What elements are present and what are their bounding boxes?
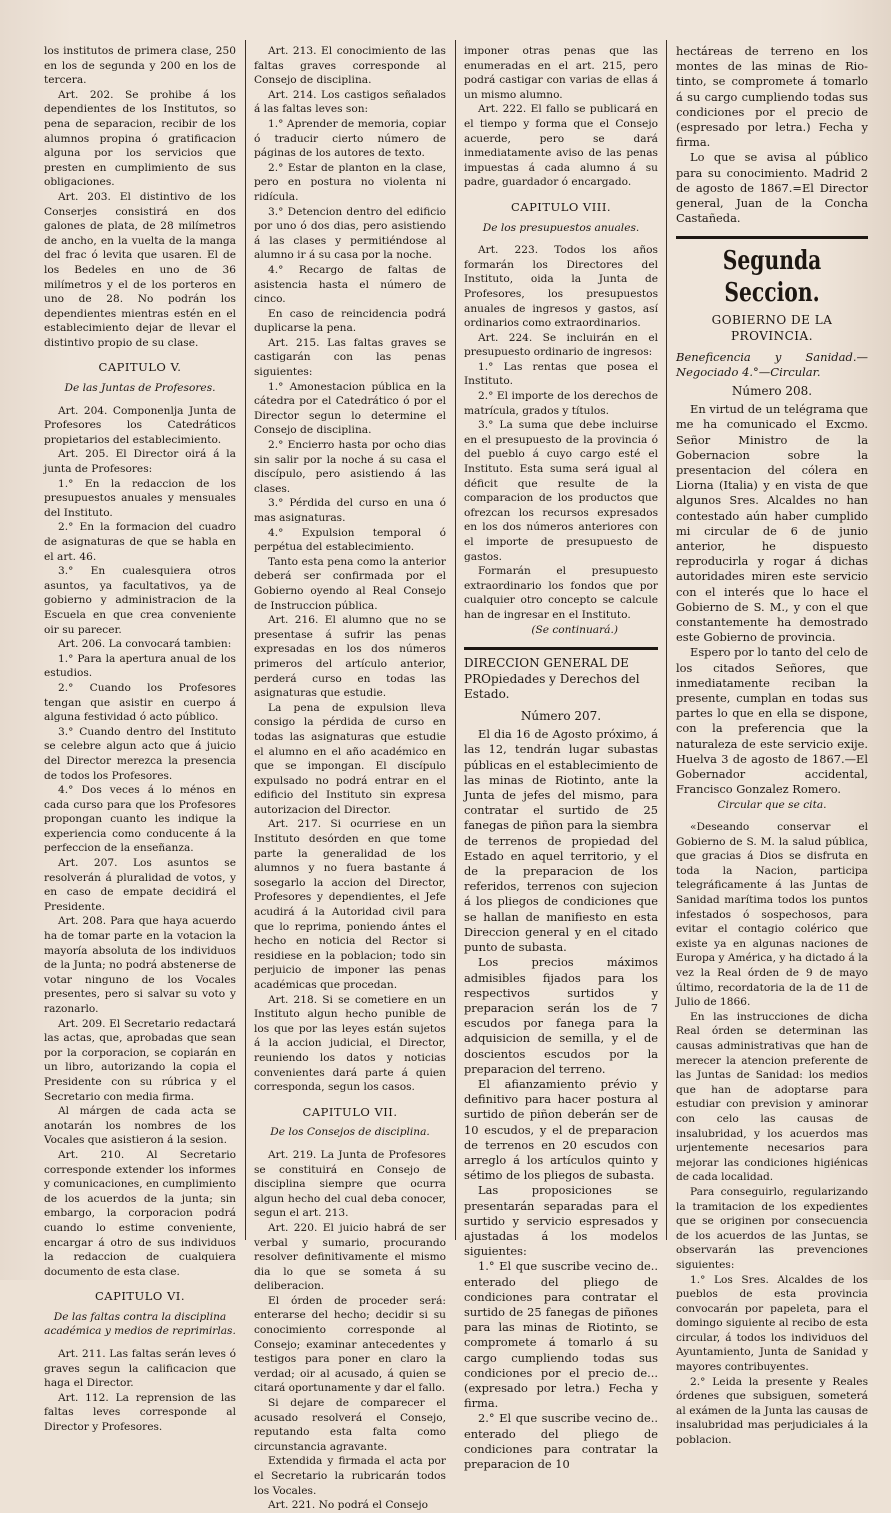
paragraph: hectáreas de terreno en los montes de las minas de Rio-tinto, se compromete á tomarlo á su cargo cumpliendo todas sus condiciones por el precio de (espresado por letra.) Fecha y firma. [676,44,868,150]
column-divider [455,40,456,1240]
paragraph: Extendida y firmada el acta por el Secretario la rubricarán todos los Vocales. [254,1455,446,1497]
paragraph: 2.° Leida la presente y Reales órdenes que subsiguen, someterá al exámen de la Junta las causas de insalubridad mas perjudiciales á la poblacion. [676,1375,868,1447]
paragraph: Art. 207. Los asuntos se resolverán á pluralidad de votos, y en caso de empate decidirá el Presidente. [44,857,236,913]
paragraph: 1.° Los Sres. Alcaldes de los pueblos de esta provincia convocarán por papeleta, para el domingo siguiente al recibo de esta circular, á todos los individuos del Ayuntamiento, Junta de Sanidad y mayores contribuyentes. [676,1273,868,1374]
paragraph: Si dejare de comparecer el acusado resolverá el Consejo, reputando esta falta como circunstancia agravante. [254,1397,446,1453]
paragraph: 2.° Estar de planton en la clase, pero en postura no violenta ni ridícula. [254,161,446,203]
paragraph: Art. 224. Se incluirán en el presupuesto ordinario de ingresos: [464,331,658,359]
paragraph: 2.° El importe de los derechos de matrícula, grados y títulos. [464,390,658,417]
paragraph: 3.° La suma que debe incluirse en el presupuesto de la provincia ó del pueblo á cuyo cargo esté el Instituto. Esta suma será igual al déficit que resulte de la comparacion de los productos que ofrezcan los recursos expresados en los dos números anteriores con el importe de presupuesto de gastos. [464,419,658,563]
paragraph: 1.° En la redaccion de los presupuestos anuales y mensuales del Instituto. [44,477,236,519]
department-heading: DIRECCION GENERAL DE PROpiedades y Derechos del Estado. [464,656,640,702]
section-title: Segunda Seccion. [722,246,822,309]
paragraph: imponer otras penas que las enumeradas en el art. 215, pero podrá castigar con varias de ellas á un mismo alumno. [464,45,658,101]
paragraph: 2.° En la formacion del cuadro de asignaturas de que se habla en el art. 46. [44,521,236,563]
government-heading: GOBIERNO DE LA PROVINCIA. [711,313,833,343]
paragraph: 1.° Amonestacion pública en la cátedra por el Catedrático ó por el Director segun lo determine el Consejo de disciplina. [254,380,446,437]
paragraph: En virtud de un telégrama que me ha comunicado el Excmo. Señor Ministro de la Gobernacion sobre la presentacion del cólera en Liorna (Italia) y en vista de que algunos Sres. Alcaldes no han contestado aún haber cumplido mi circular de 6 de junio anterior, he dispuesto reproducirla y rogar á dichas autoridades miren este servicio con el interés que lo hace el Gobierno de S. M., y con el que constantemente ha demostrado este Gobierno de provincia. [676,402,868,645]
paragraph: 4.° Recargo de faltas de asistencia hasta el número de cinco. [254,263,446,306]
section-subtitle: De los presupuestos anuales. [482,221,640,234]
paragraph: 2.° Cuando los Profesores tengan que asistir en cuerpo á alguna festividad ó acto público. [44,681,236,724]
column-divider [245,40,246,1240]
chapter-heading: CAPITULO V. [98,360,182,375]
notice-number: Número 208. [731,383,813,398]
paragraph: Art. 222. El fallo se publicará en el tiempo y forma que el Consejo acuerde, pero se dará inmediatamente aviso de las penas impuestas á cada alumno á su padre, guardador ó encargado. [464,103,658,189]
paragraph: 4.° Dos veces á lo ménos en cada curso para que los Profesores propongan cuanto les indique la experiencia como conducente á la perfeccion de la enseñanza. [44,784,236,855]
paragraph: 3.° Pérdida del curso en una ó mas asignaturas. [254,497,446,524]
section-rule [464,647,658,650]
paragraph: Para conseguirlo, regularizando la tramitacion de los expedientes que se originen por consecuencia de los acuerdos de las Juntas, se observarán las prevenciones siguientes: [676,1185,868,1271]
column-1 [44,44,236,1434]
paragraph: Los precios máximos admisibles fijados para los respectivos surtidos y preparacion serán los de 7 escudos por fanega para la adquisicion de semilla, y el de doscientos escudos por la preparacion del terreno. [464,955,658,1076]
section-subtitle: Circular que se cita. [717,798,827,811]
paragraph: 2.° El que suscribe vecino de.. enterado del pliego de condiciones para contratar la preparacion de 10 [464,1411,658,1471]
chapter-heading: CAPITULO VI. [95,1289,185,1304]
section-rule [676,236,868,239]
paragraph: Art. 205. El Director oirá á la junta de Profesores: [44,448,236,476]
paragraph: Art. 214. Los castigos señalados á las faltas leves son: [254,88,446,116]
column-divider [666,40,667,1240]
paragraph: 1.° El que suscribe vecino de.. enterado del pliego de condiciones para contratar el surtido de 25 fanegas de piñones para las minas de Riotinto, se compromete á tomarlo á su cargo cumpliendo todas sus condiciones por el precio de... (expresado por letra.) Fecha y firma. [464,1259,658,1411]
column-3 [464,44,658,1471]
paragraph: 3.° En cualesquiera otros asuntos, ya facultativos, ya de gobierno y administracion de la Escuela en que crea conveniente oir su parecer. [44,565,236,636]
paragraph: Art. 208. Para que haya acuerdo ha de tomar parte en la votacion la mayoría absoluta de los individuos de la Junta; no podrá abstenerse de votar ninguno de los Vocales presentes, pero si salvar su voto y razonarlo. [44,915,236,1015]
paragraph: La pena de expulsion lleva consigo la pérdida de curso en todas las asignaturas que estudie el alumno en el año académico en que se impongan. El discípulo expulsado no podrá entrar en el edificio del Instituto sin expresa autorizacion del Director. [254,701,446,816]
paragraph: 3.° Cuando dentro del Instituto se celebre algun acto que á juicio del Director merezca la presencia de todos los Profesores. [44,725,236,782]
paragraph: Formarán el presupuesto extraordinario los fondos que por cualquier otro concepto se calcule han de ingresar en el Instituto. [464,565,658,621]
paragraph: Art. 220. El juicio habrá de ser verbal y sumario, procurando resolver definitivamente el mismo dia lo que se someta á su deliberacion. [254,1221,446,1293]
paragraph: 1.° Aprender de memoria, copiar ó traducir cierto número de páginas de los autores de texto. [254,117,446,160]
section-subtitle: De los Consejos de disciplina. [270,1126,430,1139]
paragraph: 1.° Para la apertura anual de los estudios. [44,652,236,680]
paragraph: 4.° Expulsion temporal ó perpétua del establecimiento. [254,526,446,554]
paragraph: los institutos de primera clase, 250 en los de segunda y 200 en los de tercera. [44,45,236,87]
paragraph: Art. 209. El Secretario redactará las actas, que, aprobadas que sean por la corporacion, se copiarán en un libro, autorizando la copia el Presidente con su rúbrica y el Secretario con media firma. [44,1017,236,1103]
paragraph: Art. 211. Las faltas serán leves ó graves segun la calificacion que haga el Director. [44,1348,236,1390]
paragraph: Art. 223. Todos los años formarán los Directores del Instituto, oida la Junta de Profesores, los presupuestos anuales de ingresos y gastos, así ordinarios como extraordinarios. [464,244,658,330]
library-watermark [470,1208,770,1268]
paragraph: Art. 210. Al Secretario corresponde extender los informes y comunicaciones, en cumplimiento de los acuerdos de la junta; sin embargo, la corporacion podrá cuando lo estime conveniente, encargar á otro de sus individuos la redaccion de cualquiera documento de esta clase. [44,1148,236,1278]
paragraph: Espero por lo tanto del celo de los citados Señores, que inmediatamente reciban la presente, cumplan en todas sus partes lo que en ella se dispone, con la preferencia que la naturaleza de este servicio exije. Huelva 3 de agosto de 1867.—El Gobernador accidental, Francisco Gonzalez Romero. [676,645,868,797]
paragraph: Art. 204. Componenǉa Junta de Profesores los Catedráticos propietarios del establecimiento. [44,404,236,446]
paragraph: Art. 213. El conocimiento de las faltas graves corresponde al Consejo de disciplina. [254,45,446,87]
paragraph: Art. 112. La reprension de las faltas leves corresponde al Director y Profesores. [44,1391,236,1434]
chapter-heading: CAPITULO VIII. [510,199,612,214]
paragraph: Art. 218. Si se cometiere en un Instituto algun hecho punible de los que por las leyes están sujetos á la accion judicial, el Director, reuniendo los datos y noticias convenientes dará parte á quien corresponda, segun los casos. [254,993,446,1094]
paragraph: Art. 206. La convocará tambien: [58,638,232,651]
paragraph: 1.° Las rentas que posea el Instituto. [464,360,658,388]
paragraph: Art. 217. Si ocurriese en un Instituto desórden en que tome parte la generalidad de los alumnos y no fuera bastante á sosegarlo la accion del Director, Profesores y dependientes, el Jefe acudirá á la Autoridad civil para que lo reprima, poniendo ántes el hecho en noticia del Rector si residiese en la poblacion; todo sin perjuicio de imponer las penas académicas que procedan. [254,818,446,991]
section-subtitle: De las faltas contra la disciplina académica y medios de reprimirlas. [44,1310,236,1338]
paragraph: Art. 203. El distintivo de los Conserjes consistirá en dos galones de plata, de 28 milímetros de ancho, en la vuelta de la manga del frac ó levita que usaren. El de los Bedeles en uno de 36 milímetros y el de los porteros en uno de 28. No podrán los dependientes mientras estén en el establecimiento dejar de llevar el distintivo propio de su clase. [44,190,236,349]
paragraph: Art. 219. La Junta de Profesores se constituirá en Consejo de disciplina siempre que ocurra algun hecho del cual deba conocer, segun el art. 213. [254,1148,446,1220]
paragraph: En las instrucciones de dicha Real órden se determinan las causas administrativas que han de merecer la atencion preferente de las Juntas de Sanidad: los medios que han de adoptarse para estudiar con prevision y aminorar con celo las causas de insalubridad, y los acuerdos mas urjentemente necesarios para mejorar las condiciones higiénicas de cada localidad. [676,1010,868,1184]
section-subtitle: De las Juntas de Profesores. [64,382,216,395]
paragraph: Las proposiciones se presentarán separadas para el surtido y servicio espresados y ajustadas á los modelos siguientes: [464,1183,658,1259]
paragraph: 2.° Encierro hasta por ocho dias sin salir por la noche á su casa el discípulo, pero asistiendo á las clases. [254,439,446,495]
paragraph: Al márgen de cada acta se anotarán los nombres de los Vocales que asistieron á la sesion. [44,1105,236,1147]
paragraph: Lo que se avisa al público para su conocimiento. Madrid 2 de agosto de 1867.=El Director general, Juan de la Concha Castañeda. [676,150,868,226]
chapter-heading: CAPITULO VII. [302,1104,398,1119]
paragraph: Art. 202. Se prohibe á los dependientes de los Institutos, so pena de separacion, recibir de los alumnos propina ó gratificacion alguna por los servicios que presten en cumplimiento de sus obligaciones. [44,88,236,189]
paragraph: «Deseando conservar el Gobierno de S. M. la salud pública, que gracias á Dios se disfruta en toda la Nacion, participa telegráficamente á las Juntas de Sanidad marítima todos los puntos infestados ó sospechosos, para evitar el contagio colérico que existe ya en algunas naciones de Europa y América, y ha dictado á la vez la Real órden de 9 de mayo último, recordatoria de la de 11 de Julio de 1866. [676,821,868,1009]
paragraph: Art. 215. Las faltas graves se castigarán con las penas siguientes: [254,336,446,379]
paragraph: 3.° Detencion dentro del edificio por uno ó dos dias, pero asistiendo á las clases y permitiéndose al alumno ir á su casa por la noche. [254,205,446,262]
column-4 [676,44,868,1447]
paragraph: El afianzamiento prévio y definitivo para hacer postura al surtido de piñon deberán ser de 10 escudos, y el de preparacion de terrenos en 20 escudos con arreglo á los artículos quinto y sétimo de los pliegos de subasta. [464,1076,658,1183]
paragraph: Art. 221. No podrá el Consejo [268,1499,429,1512]
paragraph: El dia 16 de Agosto próximo, á las 12, tendrán lugar subastas públicas en el establecimiento de las minas de Riotinto, ante la Junta de jefes del mismo, para contratar el surtido de 25 fanegas de piñon para la siembra de terrenos de propiedad del Estado en aquel territorio, y el de la preparacion de los referidos, terrenos con sujecion á los pliegos de condiciones que se hallan de manifiesto en esta Direccion general y en el citado punto de subasta. [464,727,658,955]
paragraph: Art. 216. El alumno que no se presentase á sufrir las penas expresadas en los dos números primeros del artículo anterior, perderá curso en todas las asignaturas que estudie. [254,614,446,700]
column-2 [254,44,446,1512]
paragraph: En caso de reincidencia podrá duplicarse la pena. [254,307,446,335]
paragraph: El órden de proceder será: enterarse del hecho; decidir si su conocimiento corresponde al Consejo; examinar antecedentes y testigos para poner en claro la verdad; oir al acusado, á quien se citará oportunamente y dar el fallo. [254,1294,446,1395]
paragraph: Tanto esta pena como la anterior deberá ser confirmada por el Gobierno oyendo al Real Consejo de Instruccion pública. [254,555,446,612]
notice-number: Número 207. [520,708,602,723]
continuation-note: (Se continuará.) [531,623,618,636]
notice-heading: Beneficencia y Sanidad.—Negociado 4.°—Circular. [676,350,868,380]
